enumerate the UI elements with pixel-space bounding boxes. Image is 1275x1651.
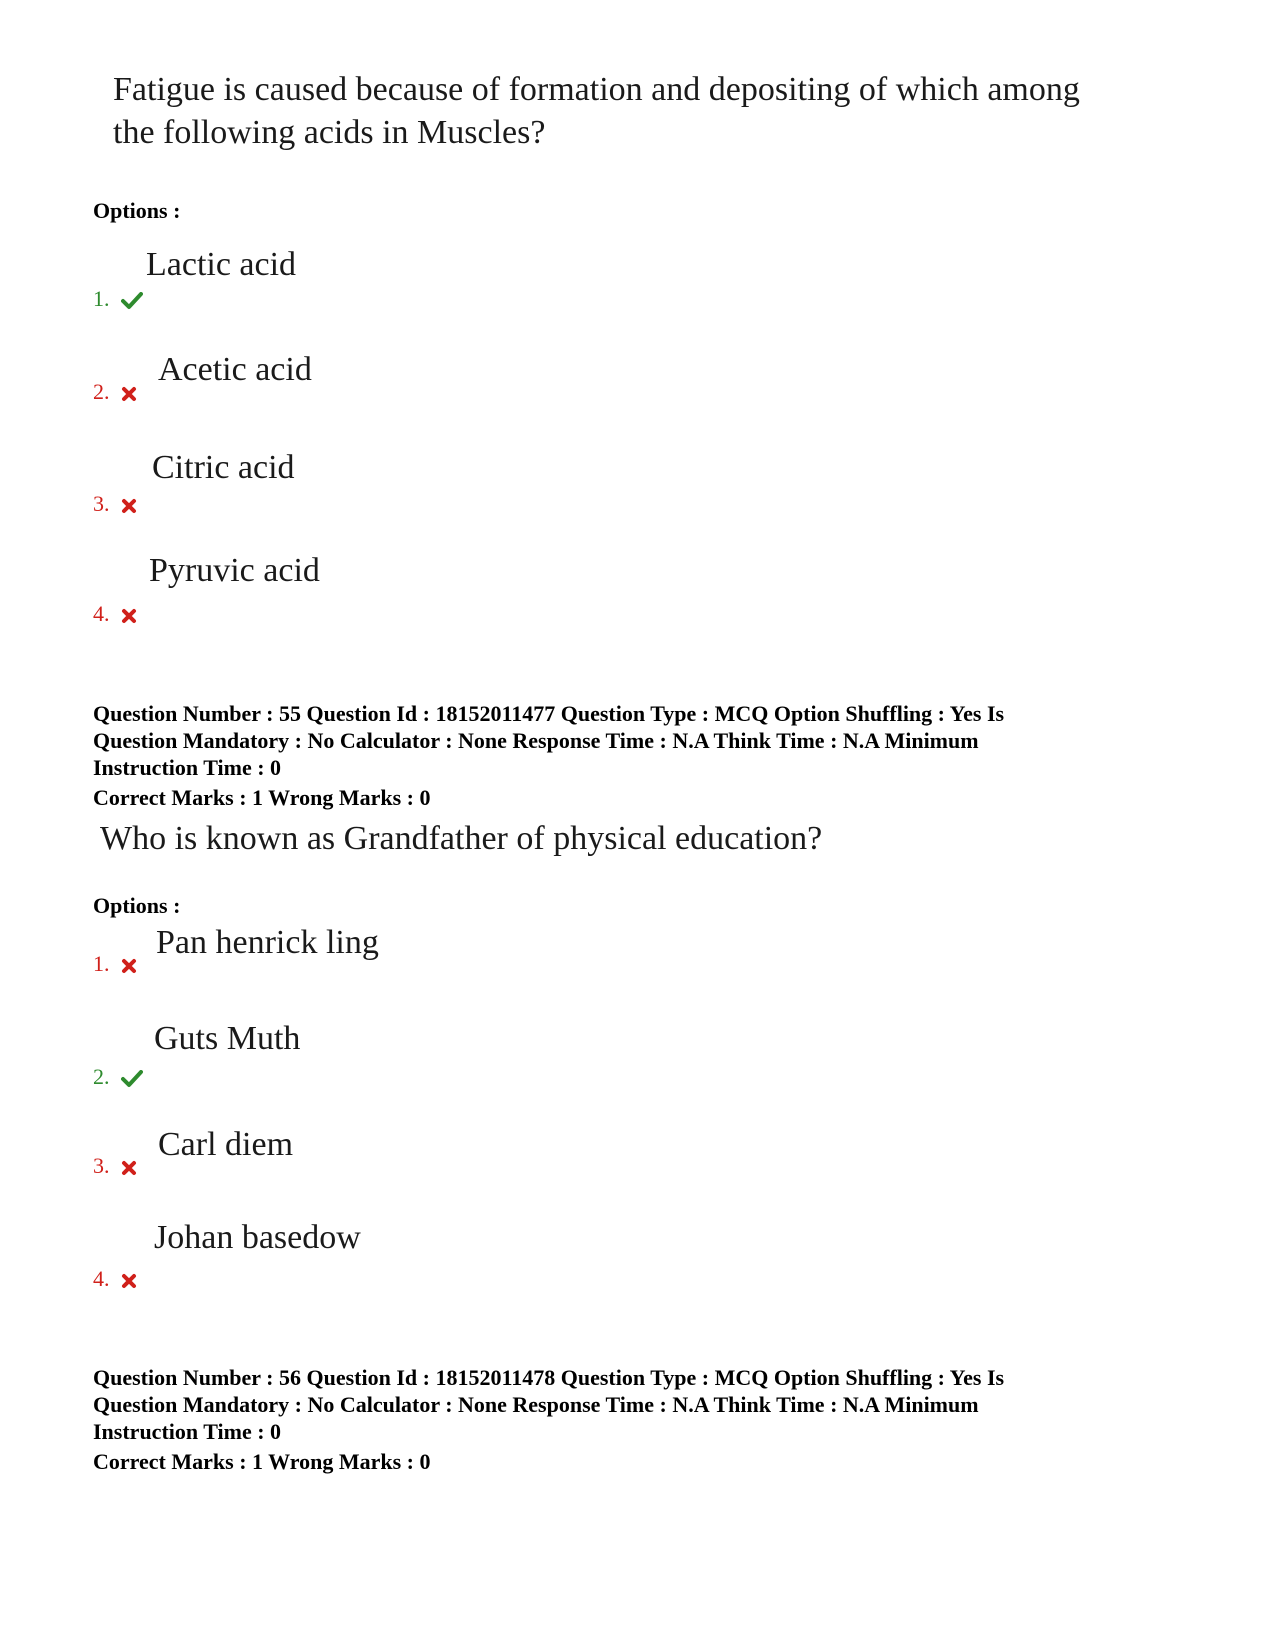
option-number-label: 4.	[93, 601, 110, 626]
option-text-4: Pyruvic acid	[149, 552, 320, 589]
option-number-4	[93, 1266, 137, 1292]
check-icon	[121, 1070, 143, 1088]
option-number-4	[93, 601, 137, 627]
option-number-label: 2.	[93, 1064, 110, 1089]
question-text-line-2: the following acids in Muscles?	[113, 114, 546, 151]
option-number-2	[93, 379, 137, 405]
options-label: Options :	[93, 893, 181, 918]
option-number-3	[93, 1153, 137, 1179]
question-marks-56: Correct Marks : 1 Wrong Marks : 0	[93, 1449, 431, 1474]
question-meta-line-2: Question Mandatory : No Calculator : None Response Time : N.A Think Time : N.A Minimum	[93, 1392, 979, 1417]
option-number-label: 1.	[93, 951, 110, 976]
option-text-1: Lactic acid	[146, 246, 297, 283]
option-number-1	[93, 951, 137, 977]
option-text-1: Pan henrick ling	[156, 924, 379, 961]
option-number-label: 1.	[93, 286, 110, 311]
option-number-label: 2.	[93, 379, 110, 404]
cross-icon	[121, 1160, 137, 1176]
question-meta-line-1: Question Number : 56 Question Id : 18152011478 Question Type : MCQ Option Shuffling : Yes Is	[93, 1365, 1005, 1390]
option-text-4: Johan basedow	[154, 1219, 361, 1256]
check-icon	[121, 292, 143, 310]
question-meta-line-2: Question Mandatory : No Calculator : None Response Time : N.A Think Time : N.A Minimum	[93, 728, 979, 753]
option-text-3: Citric acid	[152, 449, 295, 486]
cross-icon	[121, 1273, 137, 1289]
cross-icon	[121, 386, 137, 402]
option-text-2: Guts Muth	[154, 1020, 301, 1057]
option-number-2	[93, 1064, 143, 1090]
question-text-line-1: Fatigue is caused because of formation and depositing of which among	[113, 71, 1080, 108]
option-text-2: Acetic acid	[158, 351, 312, 388]
question-text	[113, 68, 1080, 154]
option-number-1	[93, 286, 143, 312]
options-label: Options :	[93, 198, 181, 223]
question-meta-line-1: Question Number : 55 Question Id : 18152011477 Question Type : MCQ Option Shuffling : Yes Is	[93, 701, 1005, 726]
question-meta-line-3: Instruction Time : 0	[93, 755, 282, 780]
question-meta-55	[93, 700, 1113, 781]
option-text-3: Carl diem	[158, 1126, 294, 1163]
option-number-label: 3.	[93, 491, 110, 516]
option-number-3	[93, 491, 137, 517]
question-meta-56	[93, 1364, 1113, 1445]
cross-icon	[121, 958, 137, 974]
question-marks-55: Correct Marks : 1 Wrong Marks : 0	[93, 785, 431, 810]
question-text-55: Who is known as Grandfather of physical education?	[100, 820, 823, 857]
cross-icon	[121, 498, 137, 514]
cross-icon	[121, 608, 137, 624]
option-number-label: 3.	[93, 1153, 110, 1178]
option-number-label: 4.	[93, 1266, 110, 1291]
question-meta-line-3: Instruction Time : 0	[93, 1419, 282, 1444]
